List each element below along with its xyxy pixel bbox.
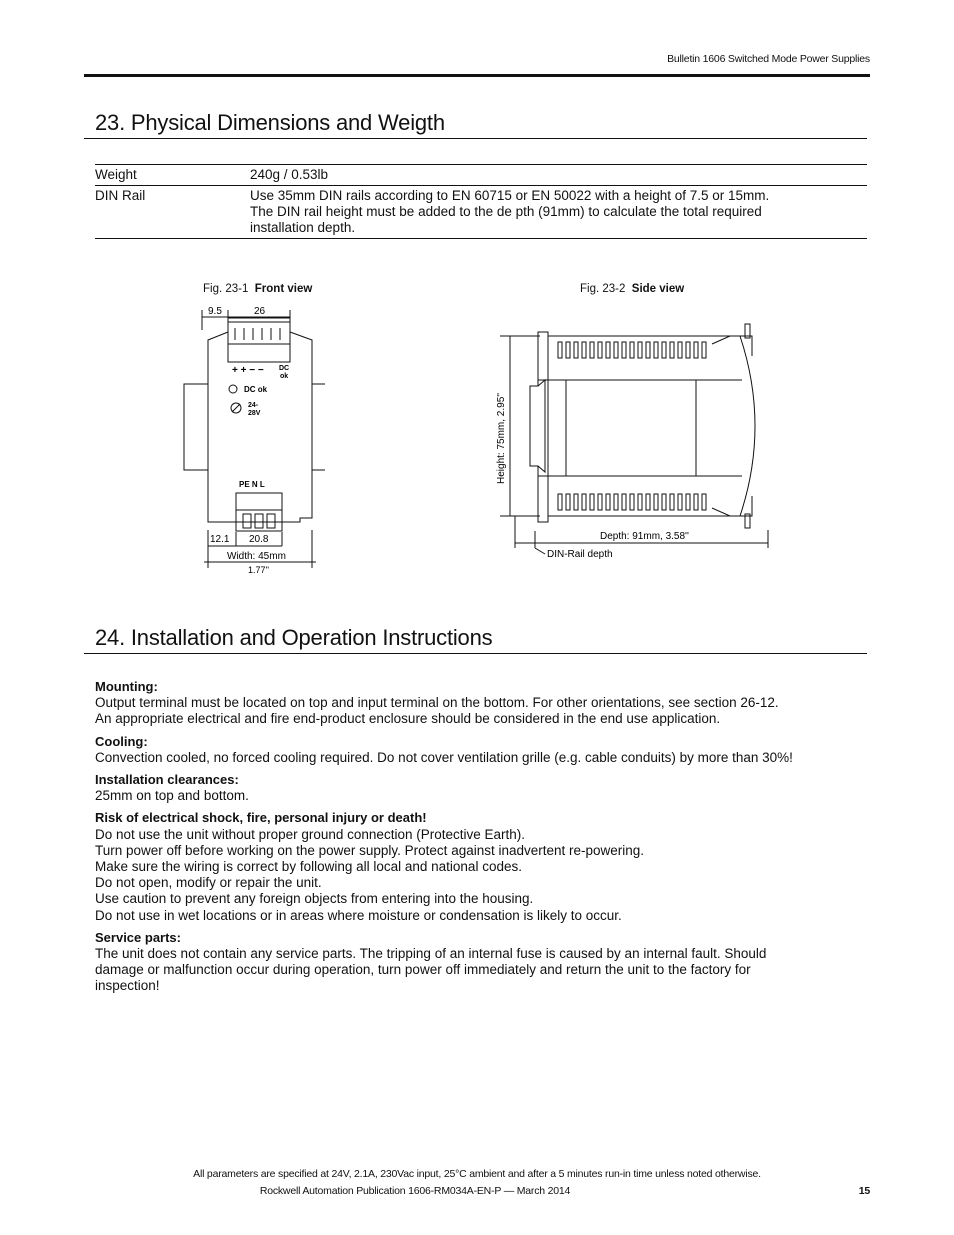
section-23-title: 23. Physical Dimensions and Weigth [95,110,445,135]
mounting-line: An appropriate electrical and fire end-product enclosure should be considered in the end use application. [95,711,721,727]
section-23-rule [84,138,867,139]
label-dc: DC [279,365,290,372]
label-ok: ok [280,373,289,380]
side-view-drawing [490,316,780,566]
depth-label: Depth: 91mm, 3.58'' [600,531,689,542]
risk-line: Do not use the unit without proper ground connection (Protective Earth). [95,826,525,842]
fig-23-1-caption: Fig. 23-1 Front view [203,283,313,295]
service-line: damage or malfunction occur during operation, turn power off immediately and return the unit to the factory for [95,962,751,978]
dim-bottom-right: 20.8 [249,534,269,545]
service-parts-heading: Service parts: [95,929,181,945]
page-number: 15 [858,1185,870,1197]
instructions-body [95,679,865,995]
dim-top-left: 9.5 [208,306,222,317]
service-line: inspection! [95,978,160,994]
bulletin-header: Bulletin 1606 Switched Mode Power Supplies [667,53,870,65]
risk-line: Make sure the wiring is correct by following all local and national codes. [95,859,522,875]
risk-line: Use caution to prevent any foreign objects from entering into the housing. [95,891,534,907]
clearances-heading: Installation clearances: [95,772,239,788]
risk-line: Do not use in wet locations or in areas where moisture or condensation is likely to occur. [95,907,622,923]
clearances-line: 25mm on top and bottom. [95,788,249,804]
mounting-line: Output terminal must be located on top and input terminal on the bottom. For other orientations, see section 26-12. [95,695,779,711]
spec-table [95,164,867,239]
spec-value: Use 35mm DIN rails according to EN 60715 or EN 50022 with a height of 7.5 or 15mm. The DIN rail height must be added to the de pth (91mm) to calculate the total required installation depth. [250,188,770,235]
din-rail-depth-label: DIN-Rail depth [547,549,613,560]
front-view-drawing [180,300,325,580]
terminal-polarity: + + − − [232,365,264,376]
service-line: The unit does not contain any service parts. The tripping of an internal fuse is caused by an internal fault. Should [95,946,767,962]
footer-publication: Rockwell Automation Publication 1606-RM034A-EN-P — March 2014 [259,1185,571,1197]
width-inches: 1.77'' [248,565,269,575]
header-rule [84,74,870,77]
spec-value: 240g / 0.53lb [250,167,329,182]
section-24-rule [84,653,867,654]
section-24-title: 24. Installation and Operation Instructions [95,625,493,650]
cooling-line: Convection cooled, no forced cooling required. Do not cover ventilation grille (e.g. cable conduits) by more than 30%! [95,749,793,765]
width-label: Width: 45mm [227,551,286,562]
spec-row-weight [95,165,867,186]
label-pe-n-l: PE N L [239,480,265,489]
risk-line: Do not open, modify or repair the unit. [95,875,322,891]
mounting-heading: Mounting: [95,679,158,694]
label-voltage-2: 28V [248,410,261,417]
label-voltage-1: 24- [248,402,259,409]
risk-line: Turn power off before working on the power supply. Protect against inadvertent re-powering. [95,842,645,858]
height-label: Height: 75mm, 2.95'' [496,392,507,484]
spec-label: DIN Rail [95,188,146,203]
spec-label: Weight [95,167,137,182]
dim-bottom-left: 12.1 [210,534,230,545]
spec-row-din-rail [95,186,867,239]
footer-note: All parameters are specified at 24V, 2.1A, 230Vac input, 25°C ambient and after a 5 minutes run-in time unless noted otherwise. [193,1168,761,1180]
fig-23-2-caption: Fig. 23-2 Side view [580,283,685,295]
dim-top-right: 26 [254,306,266,317]
label-dc-ok: DC ok [244,385,268,394]
cooling-heading: Cooling: [95,733,148,749]
risk-heading: Risk of electrical shock, fire, personal injury or death! [95,810,427,826]
